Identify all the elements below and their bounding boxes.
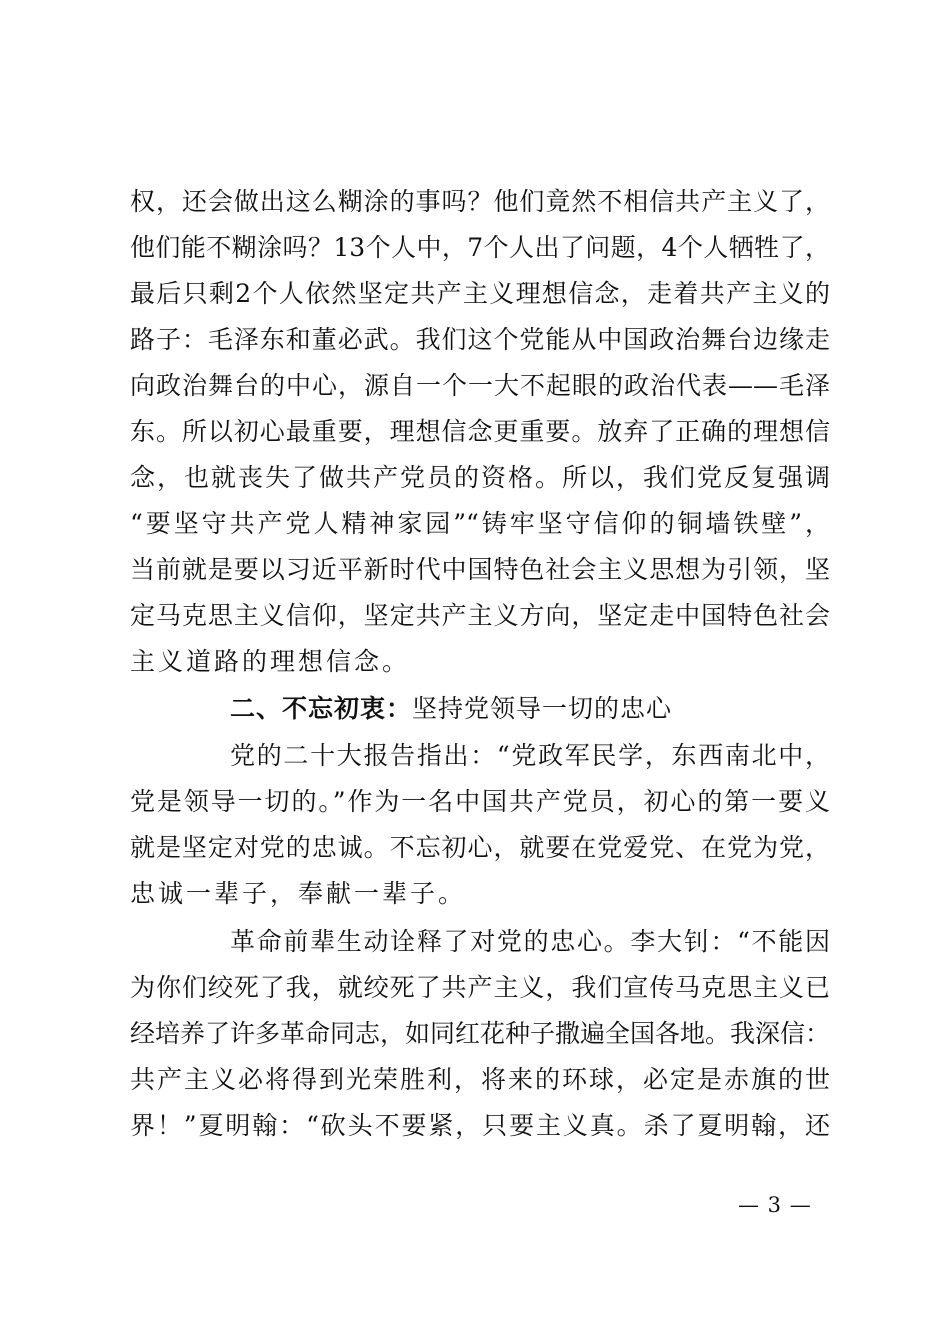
text-line: 主义道路的理想信念。 [130, 647, 411, 676]
text-line: 党的二十大报告指出：“党政军民学，东西南北中， [230, 741, 830, 770]
text-line: 定马克思主义信仰，坚定共产主义方向，坚定走中国特色社会 [130, 601, 830, 630]
section-heading-text: 坚持党领导一切的忠心 [412, 694, 673, 723]
text-line: “要坚守共产党人精神家园”“铸牢坚守信仰的铜墙铁壁”， [130, 509, 830, 538]
page-number: — 3 — [738, 1193, 812, 1217]
text-line: 当前就是要以习近平新时代中国特色社会主义思想为引领，坚 [130, 555, 830, 584]
section-heading [230, 694, 830, 724]
text-line: 他们能不糊涂吗？13个人中，7个人出了问题，4个人牺牲了， [130, 233, 830, 262]
text-line: 念，也就丧失了做共产党员的资格。所以，我们党反复强调 [130, 463, 830, 492]
text-line: 忠诚一辈子，奉献一辈子。 [130, 879, 467, 908]
text-line: 权，还会做出这么糊涂的事吗？他们竟然不相信共产主义了， [130, 187, 830, 216]
text-line: 界！”夏明翰：“砍头不要紧，只要主义真。杀了夏明翰，还 [130, 1111, 830, 1140]
text-line: 革命前辈生动诠释了对党的忠心。李大钊：“不能因 [230, 927, 830, 956]
text-line: 向政治舞台的中心，源自一个一大不起眼的政治代表——毛泽 [130, 371, 830, 400]
text-line: 就是坚定对党的忠诚。不忘初心，就要在党爱党、在党为党， [130, 833, 830, 862]
text-line: 经培养了许多革命同志，如同红花种子撒遍全国各地。我深信： [130, 1019, 831, 1048]
text-line: 党是领导一切的。”作为一名中国共产党员，初心的第一要义 [130, 787, 830, 816]
text-line: 最后只剩2个人依然坚定共产主义理想信念，走着共产主义的 [130, 279, 830, 308]
text-line: 为你们绞死了我，就绞死了共产主义，我们宣传马克思主义已 [130, 973, 830, 1002]
text-line: 东。所以初心最重要，理想信念更重要。放弃了正确的理想信 [130, 417, 830, 446]
text-line: 路子：毛泽东和董必武。我们这个党能从中国政治舞台边缘走 [130, 325, 830, 354]
text-line: 共产主义必将得到光荣胜利，将来的环球，必定是赤旗的世 [130, 1065, 830, 1094]
section-heading-label: 二、不忘初衷： [230, 694, 413, 723]
